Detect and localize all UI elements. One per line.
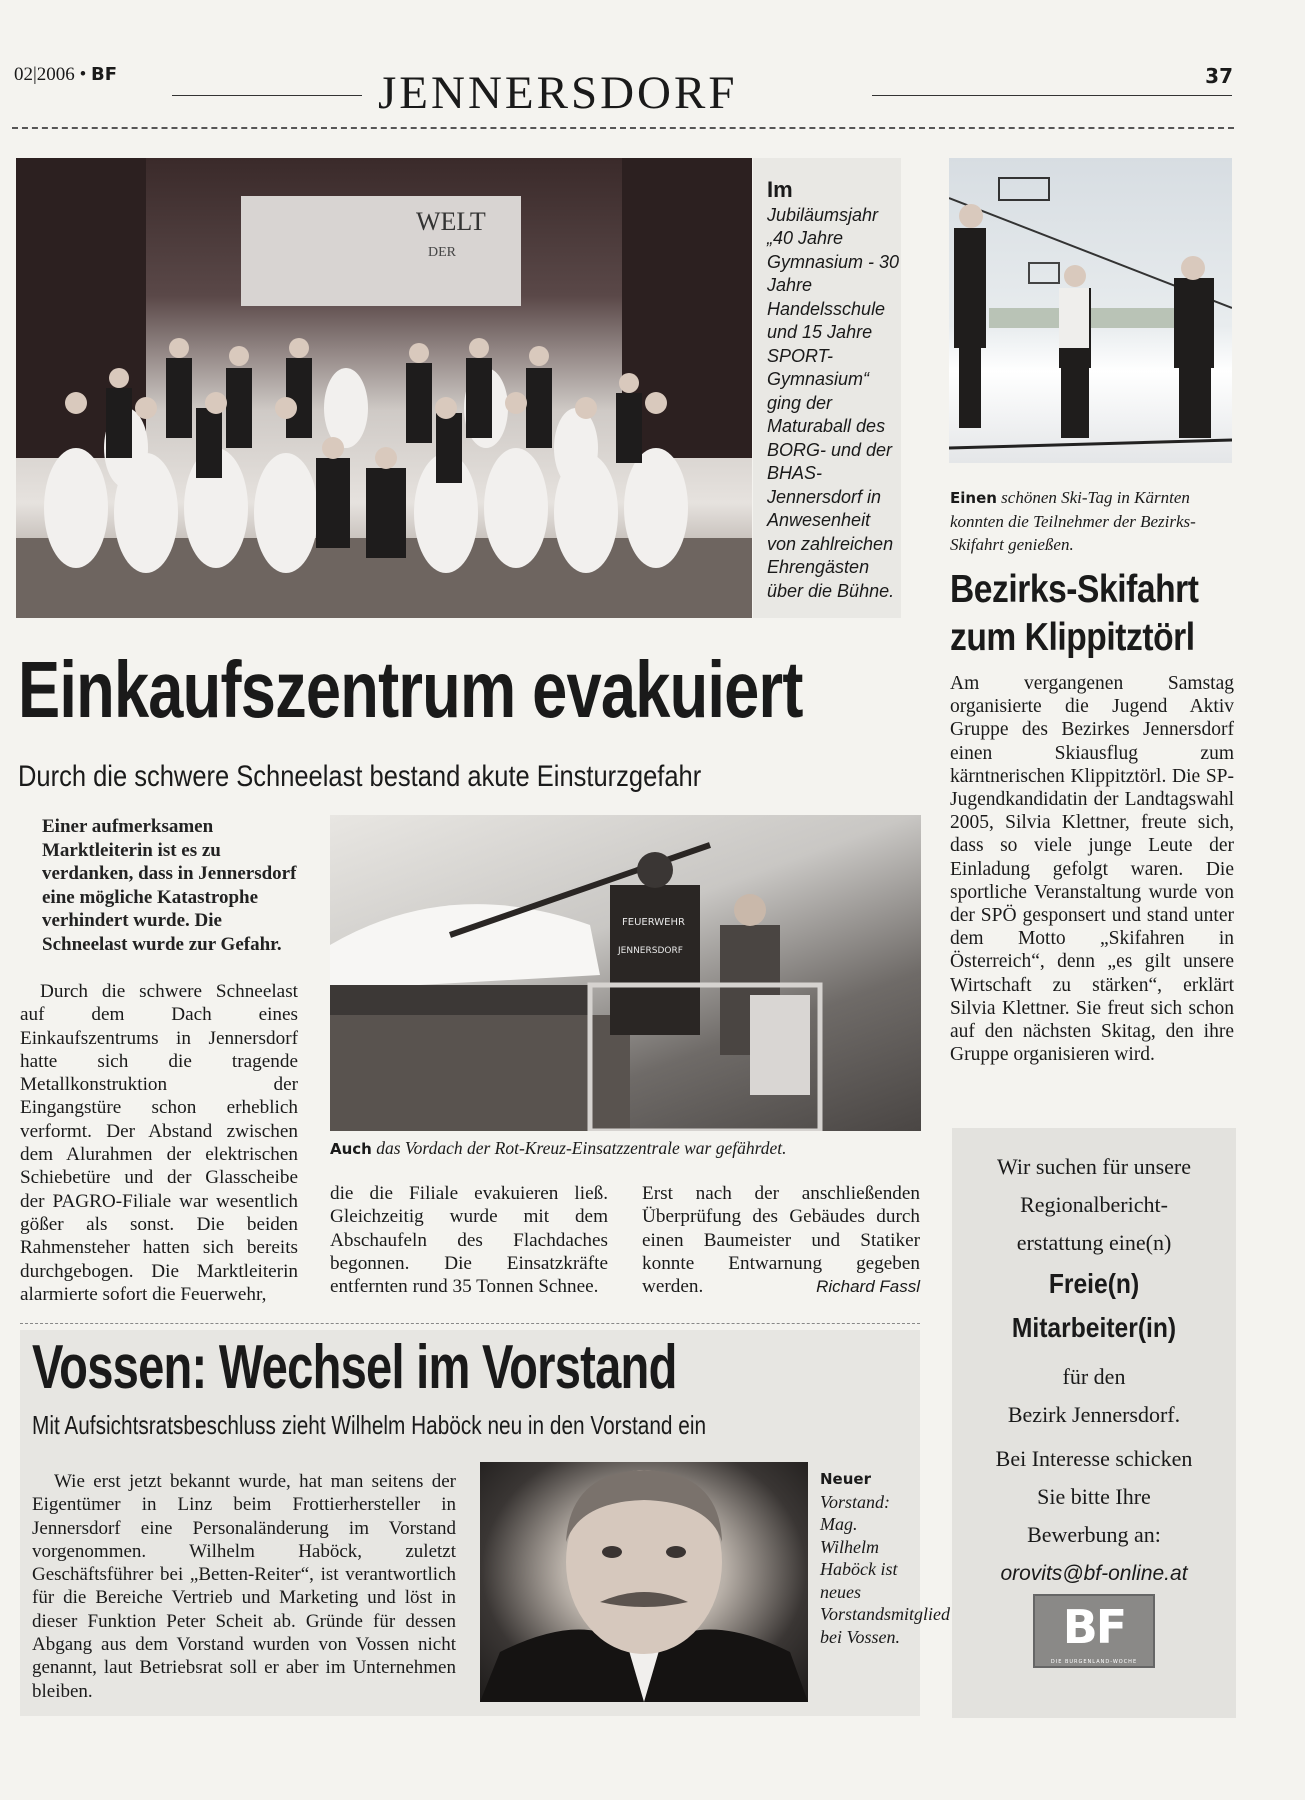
article-divider bbox=[20, 1323, 920, 1324]
portrait-photo bbox=[480, 1462, 808, 1702]
header-divider bbox=[12, 127, 1234, 129]
header-rule-right bbox=[872, 95, 1232, 96]
page-number: 37 bbox=[1205, 64, 1233, 88]
ski-article-title: Bezirks-Skifahrt zum Klippitztörl bbox=[950, 568, 1199, 659]
ad-line: für den bbox=[1062, 1364, 1126, 1389]
ad-line: Bezirk Jennersdorf. bbox=[1007, 1402, 1181, 1427]
vossen-headline: Vossen: Wechsel im Vorstand bbox=[32, 1333, 677, 1402]
jacket-text: FEUERWEHR bbox=[622, 917, 685, 928]
ad-line: Bewerbung an: bbox=[1027, 1522, 1161, 1547]
firefighter-illustration bbox=[330, 815, 921, 1131]
main-lead: Einer aufmerksamen Marktleiterin ist es zu verdanken, dass in Jennersdorf eine mögliche Katastrophe verhindert wurde. Die Schneelast wurde zur Gefahr. bbox=[42, 816, 297, 955]
ad-line: erstattung eine(n) bbox=[1016, 1230, 1172, 1255]
section-title: JENNERSDORF bbox=[378, 67, 738, 119]
ad-line: Sie bitte Ihre bbox=[1037, 1484, 1151, 1509]
main-headline: Einkaufszentrum evakuiert bbox=[18, 645, 803, 734]
firefighter-photo bbox=[330, 815, 921, 1131]
jacket-subtext: JENNERSDORF bbox=[618, 946, 683, 956]
ad-highlight: Freie(n) bbox=[1048, 1268, 1140, 1299]
main-subheadline: Durch die schwere Schneelast bestand akute Einsturzgefahr bbox=[18, 760, 702, 793]
ski-photo-caption: Einen schönen Ski-Tag in Kärnten konnten die Teilnehmer der Bezirks-Skifahrt genießen. bbox=[950, 488, 1196, 554]
header-rule-left bbox=[172, 95, 362, 96]
job-advertisement bbox=[952, 1128, 1236, 1718]
firefighter-photo-caption: Auch das Vordach der Rot-Kreuz-Einsatzzentrale war gefährdet. bbox=[330, 1138, 787, 1158]
vossen-body: Wie erst jetzt bekannt wurde, hat man seitens der Eigentümer in Linz beim Frottierhersteller in Jennersdorf eine Personaländerung im Vorstand vorgenommen. Wilhelm Haböck, zuletzt Geschäftsführer bei „Betten-Reiter“, ist verantwortlich für die Bereiche Vertrieb und Marketing und löst in dieser Funktion Peter Scheit ab. Gründe für dessen Abgang aus dem Vorstand wurden von Vossen nicht genannt, laut Betriebsrat soll er aber im Unternehmen bleiben. bbox=[32, 1471, 456, 1702]
portrait-illustration bbox=[480, 1462, 808, 1702]
main-body-column-2: die die Filiale evakuieren ließ. Gleichzeitig wurde mit dem Abschaufeln des Flachdaches begonnen. Die Einsatzkräfte entfernten rund 35 Tonnen Schnee. bbox=[330, 1183, 608, 1298]
ski-trip-photo bbox=[949, 158, 1232, 463]
ski-article-body: Am vergangenen Samstag organisierte die Jugend Aktiv Gruppe des Bezirkes Jennersdorf einen Skiausflug zum kärntnerischen Klippitztörl. Die SP-Jugendkandidatin der Landtagswahl 2005, Silvia Klettner, freute sich, dass so viele junge Leute der Einladung gefolgt waren. Die sportliche Veranstaltung wurde von der SPÖ gesponsert und stand unter dem Motto „Skifahren in Österreich“, denn „es gilt unsere Wirtschaft zu stärken“, erklärt Silvia Klettner. Sie freut sich schon auf den nächsten Skitag, den ihre Gruppe organisieren wird. bbox=[950, 673, 1234, 1066]
graduation-ball-photo bbox=[16, 158, 752, 618]
portrait-caption: Neuer Vorstand: Mag. Wilhelm Haböck ist neues Vorstandsmitglied bei Vossen. bbox=[820, 1470, 951, 1647]
issue-info: 02|2006 • BF bbox=[14, 64, 117, 85]
ad-line: Bei Interesse schicken bbox=[995, 1446, 1193, 1471]
ad-line: Wir suchen für unsere bbox=[997, 1154, 1191, 1179]
ski-trip-illustration bbox=[949, 158, 1232, 463]
main-body-column-1: Durch die schwere Schneelast auf dem Dach eines Einkaufszentrums in Jennersdorf hatte sich die tragende Metallkonstruktion der Eingangstüre schon erheblich verformt. Der Abstand zwischen dem Alurahmen der elektrischen Schiebetüre und der Glasscheibe der PAGRO-Filiale war wesentlich gößer als sonst. Die beiden Rahmensteher hatten sich bereits durchgebogen. Die Marktleiterin alarmierte sofort die Feuerwehr, bbox=[20, 981, 298, 1305]
article-author: Richard Fassl bbox=[816, 1277, 920, 1297]
ball-photo-caption: Im Jubiläumsjahr „40 Jahre Gymnasium - 30 Jahre Handelsschule und 15 Jahre SPORT-Gymnasium“ ging der Maturaball des BORG- und der BHAS-Jennersdorf in Anwesenheit von zahlreichen Ehrengästen über die Bühne. bbox=[753, 158, 901, 618]
ad-email-link[interactable]: orovits@bf-online.at bbox=[1000, 1562, 1188, 1585]
bf-logo: BF DIE BURGENLAND-WOCHE bbox=[1033, 1594, 1155, 1668]
main-body-column-3: Erst nach der anschließenden Überprüfung des Gebäudes durch einen Baumeister und Statiker konnte Entwarnung gegeben werden. Richard Fassl bbox=[642, 1183, 920, 1298]
ad-line: Regionalbericht- bbox=[1020, 1192, 1168, 1217]
ad-highlight: Mitarbeiter(in) bbox=[1011, 1312, 1177, 1343]
banner-subtext: DER bbox=[428, 245, 456, 260]
vossen-subheadline: Mit Aufsichtsratsbeschluss zieht Wilhelm Haböck neu in den Vorstand ein bbox=[32, 1410, 707, 1440]
banner-text: WELT bbox=[416, 207, 486, 236]
graduation-ball-illustration bbox=[16, 158, 752, 618]
